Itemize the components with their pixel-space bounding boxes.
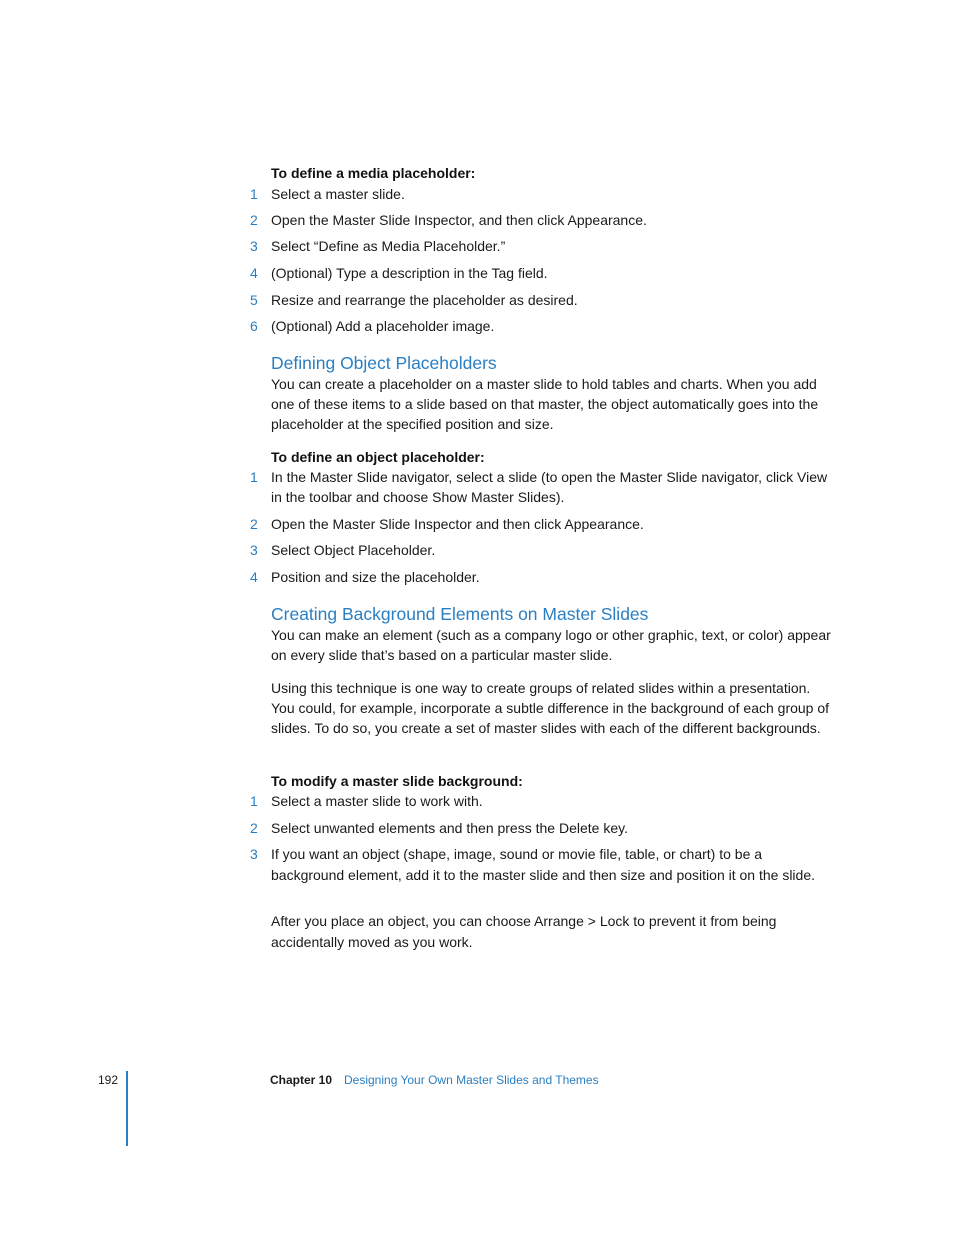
step-number: 5 <box>250 292 258 308</box>
step-number: 4 <box>250 265 258 281</box>
step-text: (Optional) Add a placeholder image. <box>271 318 495 334</box>
step-text: Resize and rearrange the placeholder as desired. <box>271 292 578 308</box>
step-number: 2 <box>250 820 258 836</box>
procedure-title-background: To modify a master slide background: <box>271 773 523 789</box>
footer-chapter-title: Designing Your Own Master Slides and Themes <box>344 1073 599 1087</box>
step-text: (Optional) Type a description in the Tag field. <box>271 265 548 281</box>
step-number: 4 <box>250 569 258 585</box>
step-text: Select unwanted elements and then press the Delete key. <box>271 820 628 836</box>
step-text: Position and size the placeholder. <box>271 569 480 585</box>
procedure-title-object: To define an object placeholder: <box>271 449 485 465</box>
step-number: 1 <box>250 469 258 485</box>
step-number: 1 <box>250 793 258 809</box>
section-heading-object: Defining Object Placeholders <box>271 353 497 373</box>
step-number: 3 <box>250 238 258 254</box>
step-text: Select a master slide. <box>271 186 405 202</box>
page-number: 192 <box>98 1073 119 1087</box>
step-number: 3 <box>250 846 258 862</box>
footer-divider <box>126 1071 128 1146</box>
step-text: If you want an object (shape, image, sound or movie file, table, or chart) to be a background element, add it to the master slide and then size and position it on the slide. <box>271 846 816 883</box>
step-number: 2 <box>250 516 258 532</box>
step-text: In the Master Slide navigator, select a slide (to open the Master Slide navigator, click View in the toolbar and choose Show Master Slides). <box>271 469 828 505</box>
step-text: Select “Define as Media Placeholder.” <box>271 238 506 254</box>
step-text: Select a master slide to work with. <box>271 793 483 809</box>
section-heading-background: Creating Background Elements on Master Slides <box>271 604 649 624</box>
step-number: 2 <box>250 212 258 228</box>
step-number: 6 <box>250 318 258 334</box>
step-text: Open the Master Slide Inspector, and then click Appearance. <box>271 212 647 228</box>
step-number: 3 <box>250 542 258 558</box>
step-number: 1 <box>250 186 258 202</box>
section-intro-background-2: Using this technique is one way to create groups of related slides within a presentation. You could, for example, incorporate a subtle difference in the background of each group of slides. To do so, you create a set of master slides with each of the different backgrounds. <box>271 680 830 737</box>
step-text: Select Object Placeholder. <box>271 542 436 558</box>
background-note: After you place an object, you can choose Arrange > Lock to prevent it from being accidentally moved as you work. <box>271 913 777 950</box>
section-intro-background-1: You can make an element (such as a company logo or other graphic, text, or color) appear on every slide that’s based on a particular master slide. <box>271 627 831 664</box>
procedure-title-media: To define a media placeholder: <box>271 165 476 181</box>
section-intro-object: You can create a placeholder on a master slide to hold tables and charts. When you add one of these items to a slide based on that master, the object automatically goes into the placeholder at the specified position and size. <box>271 376 819 433</box>
step-text: Open the Master Slide Inspector and then click Appearance. <box>271 516 644 532</box>
footer-chapter-label: Chapter 10 <box>270 1073 333 1087</box>
